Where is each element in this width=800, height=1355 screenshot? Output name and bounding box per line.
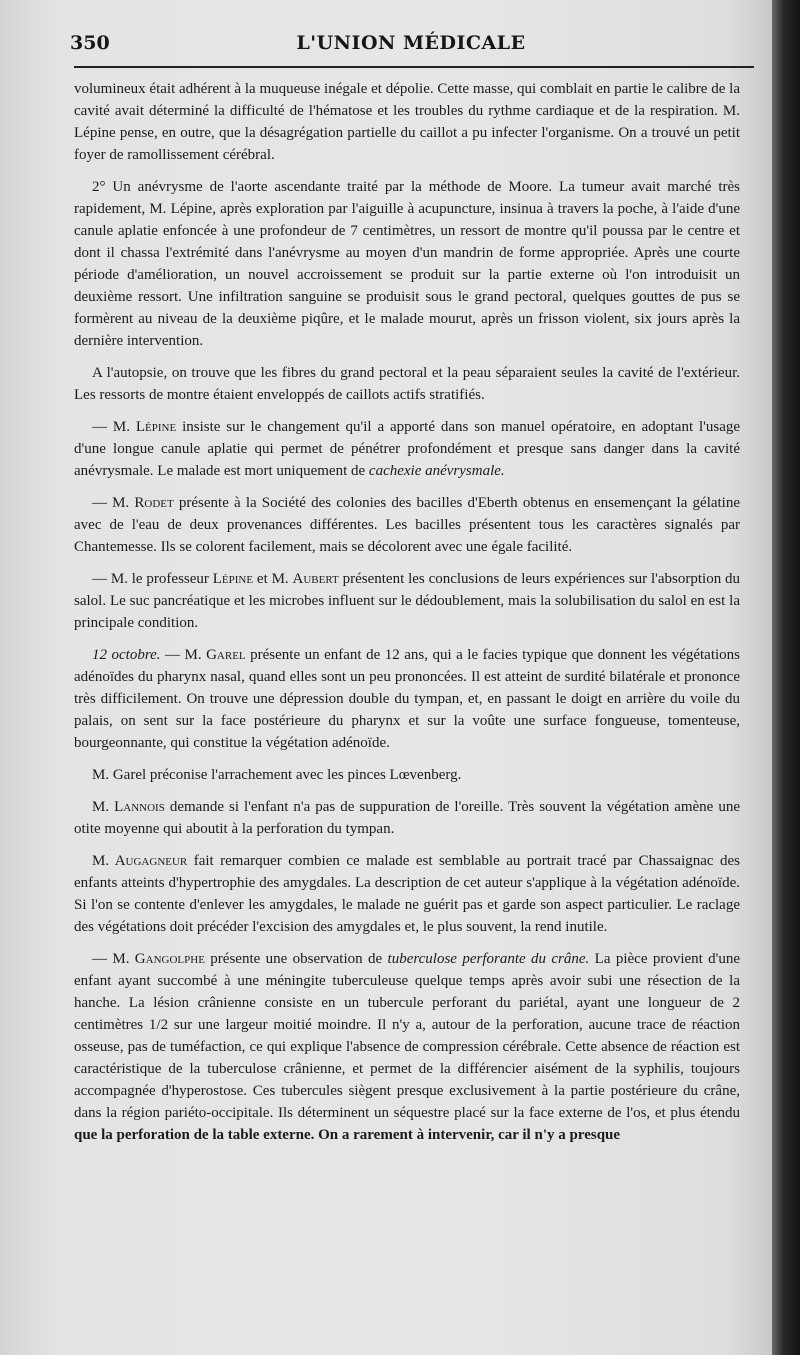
speaker-name: — M. Garel (165, 647, 246, 663)
running-title: L'UNION MÉDICALE (296, 32, 526, 54)
paragraph-8: M. Garel préconise l'arrachement avec les pinces Lœvenberg. (92, 767, 462, 783)
paragraph-text: La pièce provient d'une enfant ayant succombé à une méningite tuberculeuse quelque temps après avoir subi une résection de la hanche. La lésion crânienne consiste en un tubercule perforant du pariétal, ayant une longueur de 2 centimètres 1/2 sur une largeur moitié moindre. Il n'y a, autour de la perforation, aucune trace de réaction osseuse, pas de tuméfaction, ce qui explique l'absence de compression cérébrale. Cette absence de réaction est caractéristique de la tuberculose crânienne, et permet de la différencier aisément de la syphilis, toujours accompagnée d'hyperostose. Ces tubercules siègent presque exclusivement à la partie postérieure du crâne, dans la région pariéto-occipitale. Ils déterminent un séquestre placé sur la face externe de l'os, et plus étendu (74, 951, 741, 1121)
paragraph-text: insiste sur le changement qu'il a apporté dans son manuel opératoire, en adoptant l'usage d'une longue canule aplatie qui permet de pénétrer profondément et presque sans danger dans la cavité anévrysmale. Le malade est mort uniquement de (74, 419, 741, 479)
paragraph-2: 2° Un anévrysme de l'aorte ascendante traité par la méthode de Moore. La tumeur avait marché très rapidement, M. Lépine, après exploration par l'aiguille à acupuncture, insinua à travers la poche, à l'aide d'une canule aplatie enfoncée à une profondeur de 7 centimètres, un ressort de montre qu'il poussa par le centre et dont il chassa l'extrémité dans l'anévrysme au moyen d'un mandrin de forme appropriée. Après une courte période d'amélioration, un nouvel accroissement se produit sur la partie externe où l'on introduisit un deuxième ressort. Une infiltration sanguine se produisit sous le grand pectoral, quelques gouttes de pus se formèrent au niveau de la deuxième piqûre, et le malade mourut, après un frisson violent, six jours après la dernière intervention. (74, 179, 740, 349)
italic-term: cachexie anévrysmale. (368, 463, 505, 479)
speaker-name: — M. Rodet (92, 495, 174, 511)
paragraph-6 (74, 568, 740, 634)
paragraph-7 (74, 644, 740, 754)
paragraph-text: demande si l'enfant n'a pas de suppuration de l'oreille. Très souvent la végétation amène une otite moyenne qui aboutit à la perforation du tympan. (74, 799, 741, 837)
paragraph-text: présente à la Société des colonies des bacilles d'Eberth obtenus en ensemençant la gélatine avec de l'eau de deux provenances différentes. Les bacilles présentent tous les caractères signalés par Chantemesse. Ils se colorent facilement, mais se décolorent avec une égale facilité. (74, 495, 741, 555)
speaker-name: — M. Gangolphe (92, 951, 205, 967)
paragraph-4 (74, 416, 740, 482)
speaker-name: Lépine (212, 571, 254, 587)
italic-term: tuberculose perforante du crâne. (387, 951, 590, 967)
speaker-name: — M. Lépine (92, 419, 177, 435)
paragraph-5 (74, 492, 740, 558)
speaker-name: M. Lannois (92, 799, 165, 815)
session-date: 12 octobre. (92, 647, 161, 663)
speaker-name: M. Augagneur (92, 853, 188, 869)
paragraph-prefix: — M. le professeur (92, 571, 209, 587)
page-header (70, 30, 752, 60)
paragraph-text: présente une observation de (210, 951, 383, 967)
page-number: 350 (70, 32, 110, 54)
page-edge-shadow (772, 0, 800, 1355)
paragraph-text: présentent les conclusions de leurs expériences sur l'absorption du salol. Le suc pancréatique et les microbes influent sur le dédoublement, mais la solubilisation du salol en est la principale condition. (74, 571, 741, 631)
paragraph-text: présente un enfant de 12 ans, qui a le facies typique que donnent les végétations adénoïdes du pharynx nasal, quand elles sont un peu prononcées. Il est atteint de surdité bilatérale et prononce très difficilement. On trouve une dépression double du tympan, et, en passant le doigt en arrière du voile du palais, on sent sur la face postérieure du pharynx et sur la voûte une surface fongueuse, tomenteuse, bourgeonnante, qui constitue la végétation adénoïde. (74, 647, 741, 751)
paragraph-tail: que la perforation de la table externe. On a rarement à intervenir, car il n'y a presque (74, 1127, 621, 1143)
paragraph-text: fait remarquer combien ce malade est semblable au portrait tracé par Chassaignac des enfants atteints d'hypertrophie des amygdales. La description de cet auteur s'applique à la végétation adénoïde. Si l'on se contente d'enlever les amygdales, le malade ne guérit pas et garde son aspect particulier. Le raclage des végétations doit précéder l'excision des amygdales et, le plus souvent, la rend inutile. (74, 853, 741, 935)
paragraph-1: volumineux était adhérent à la muqueuse inégale et dépolie. Cette masse, qui comblait en partie le calibre de la cavité avait déterminé la difficulté de l'hématose et les troubles du rythme cardiaque et de la respiration. M. Lépine pense, en outre, que la désagrégation partielle du caillot a pu infecter l'organisme. On a trouvé un petit foyer de ramollissement cérébral. (74, 81, 740, 163)
speaker-name: Aubert (292, 571, 339, 587)
paragraph-11 (74, 948, 740, 1146)
paragraph-9 (74, 796, 740, 840)
header-rule (74, 66, 754, 68)
body-text (74, 78, 740, 1156)
paragraph-10 (74, 850, 740, 938)
paragraph-connector: et M. (256, 571, 289, 587)
paragraph-3: A l'autopsie, on trouve que les fibres du grand pectoral et la peau séparaient seules la cavité de l'extérieur. Les ressorts de montre étaient enveloppés de caillots actifs stratifiés. (74, 365, 740, 403)
